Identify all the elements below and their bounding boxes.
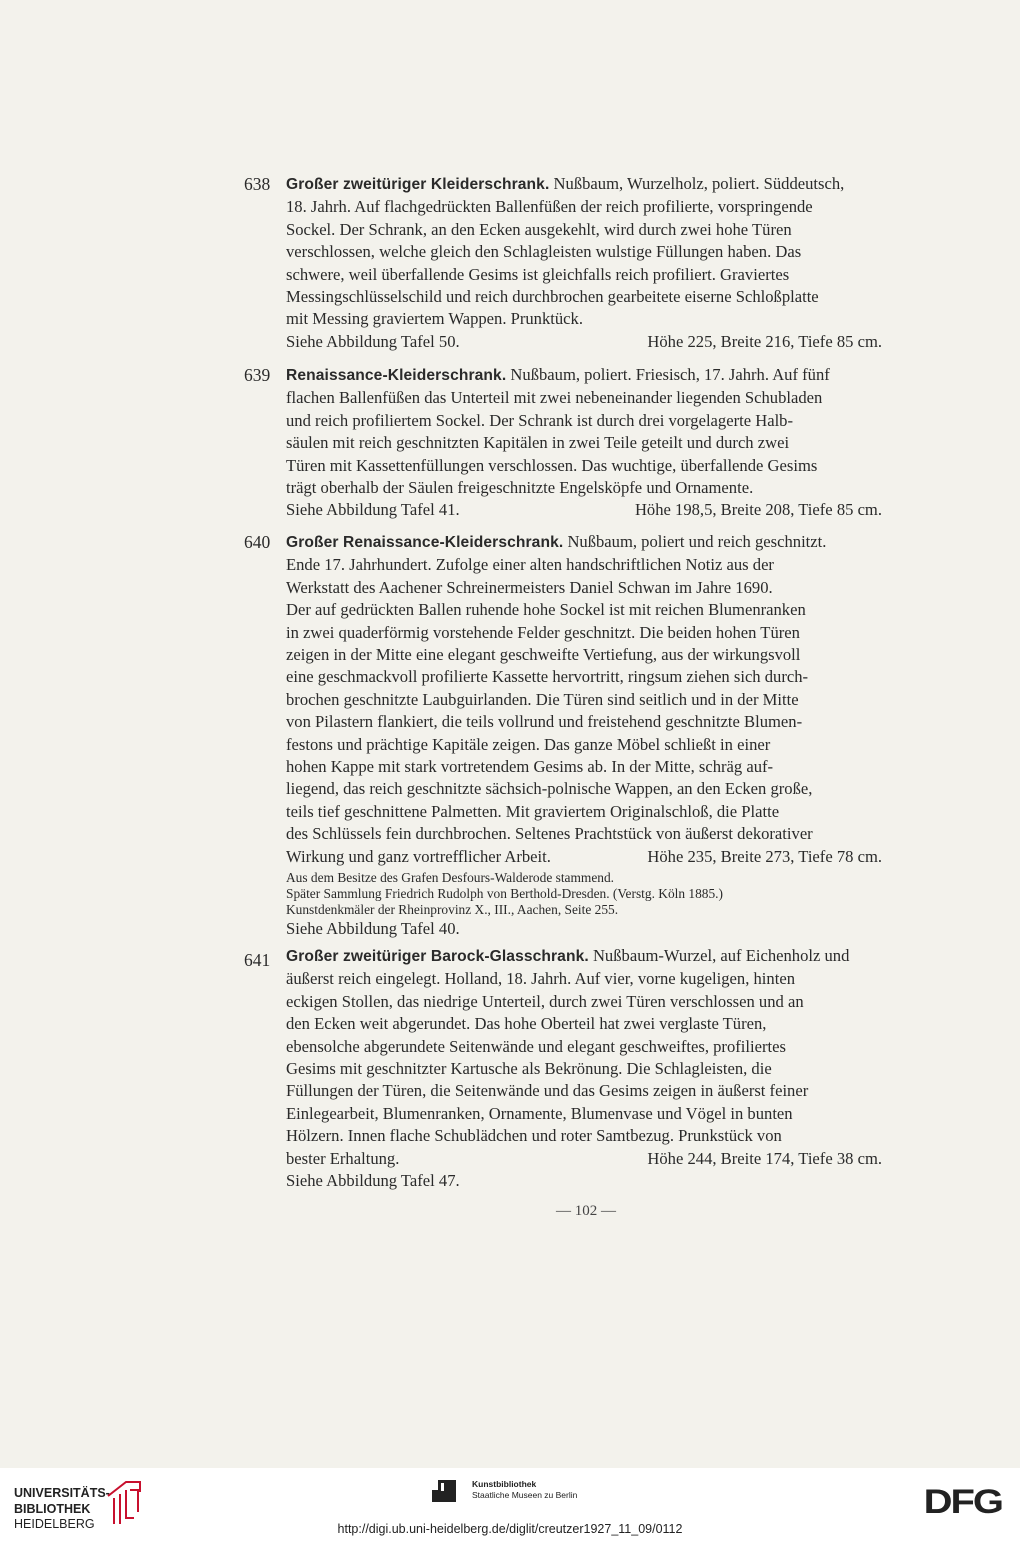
entry-line: Türen mit Kassettenfüllungen verschlossen. Das wuchtige, überfallende Gesims [286, 455, 818, 475]
entry-line: eckigen Stollen, das niedrige Unterteil, durch zwei Türen verschlossen und an [286, 991, 804, 1011]
entry-line: verschlossen, welche gleich den Schlagleisten wulstige Füllungen haben. Das [286, 242, 802, 262]
entry-number: 638 [244, 174, 271, 194]
entry-line: eine geschmackvoll profilierte Kassette hervortritt, ringsum ziehen sich durch- [286, 667, 809, 687]
catalog-entry-640 [244, 531, 894, 941]
entry-line: mit Messing graviertem Wappen. Prunktück. [286, 309, 583, 329]
entry-line: Werkstatt des Aachener Schreinermeisters Daniel Schwan im Jahre 1690. [286, 577, 773, 597]
entry-line: Nußbaum, poliert. Friesisch, 17. Jahrh. Auf fünf [510, 365, 830, 384]
entry-line: 18. Jahrh. Auf flachgedrückten Ballenfüßen der reich profilierte, vorspringende [286, 197, 813, 217]
catalog-entry-639 [244, 364, 894, 522]
dimensions: Höhe 225, Breite 216, Tiefe 85 cm. [647, 331, 882, 351]
viewer-footer [0, 1468, 1020, 1542]
kunstbibliothek-icon [432, 1478, 458, 1504]
entry-number: 640 [244, 532, 271, 552]
entry-line: in zwei quaderförmig vorstehende Felder geschnitzt. Die beiden hohen Türen [286, 622, 800, 642]
entry-line: Nußbaum-Wurzel, auf Eichenholz und [592, 946, 850, 965]
dimensions: Höhe 198,5, Breite 208, Tiefe 85 cm. [634, 500, 882, 520]
entry-line: brochen geschnitzte Laubguirlanden. Die Türen sind seitlich und in der Mitte [286, 689, 799, 709]
entry-title: Renaissance-Kleiderschrank. [286, 367, 507, 384]
entry-line: Nußbaum, poliert und reich geschnitzt. [567, 532, 827, 551]
entry-title: Großer Renaissance-Kleiderschrank. [286, 534, 564, 551]
see-plate: Siehe Abbildung Tafel 50. [286, 331, 460, 351]
provenance-note: Aus dem Besitze des Grafen Desfours-Walderode stammend. [286, 870, 615, 886]
entry-line: festons und prächtige Kapitäle zeigen. Das ganze Möbel schließt in einer [286, 734, 771, 754]
museum-name: Staatliche Museen zu Berlin [472, 1490, 578, 1500]
entry-line: säulen mit reich geschnitzten Kapitälen in zwei Teile geteilt und durch zwei [286, 433, 790, 453]
entry-title: Großer zweitüriger Kleiderschrank. [286, 176, 550, 193]
library-name-line: BIBLIOTHEK [14, 1501, 91, 1516]
entry-line: hohen Kappe mit stark vortretendem Gesims ab. In der Mitte, schräg auf- [286, 757, 774, 777]
entry-line: zeigen in der Mitte eine elegant geschweifte Vertiefung, aus der wirkungsvoll [286, 645, 801, 665]
entry-line: Hölzern. Innen flache Schublädchen und roter Samtbezug. Prunkstück von [286, 1126, 782, 1146]
library-emblem-icon [104, 1478, 144, 1528]
entry-line: trägt oberhalb der Säulen freigeschnitzte Engelsköpfe und Ornamente. [286, 478, 754, 498]
entry-line: schwere, weil überfallende Gesims ist gleichfalls reich profiliert. Graviertes [286, 264, 790, 284]
entry-line: bester Erhaltung. [286, 1148, 400, 1168]
entry-number: 641 [244, 950, 271, 970]
dimensions: Höhe 235, Breite 273, Tiefe 78 cm. [647, 846, 882, 866]
dfg-logo[interactable]: DFG [923, 1483, 1002, 1521]
entry-line: Gesims mit geschnitzter Kartusche als Bekrönung. Die Schlagleisten, die [286, 1059, 772, 1079]
entry-line: Ende 17. Jahrhundert. Zufolge einer alten handschriftlichen Notiz aus der [286, 555, 774, 575]
see-plate: Siehe Abbildung Tafel 47. [286, 1171, 460, 1191]
library-name-line: UNIVERSITÄTS- [14, 1486, 110, 1500]
entry-line: den Ecken weit abgerundet. Das hohe Oberteil hat zwei verglaste Türen, [286, 1014, 767, 1034]
kunstbibliothek-label[interactable] [472, 1479, 577, 1501]
entry-line: und reich profiliertem Sockel. Der Schrank ist durch drei vorgelagerte Halb- [286, 410, 794, 430]
kunstbibliothek-name: Kunstbibliothek [472, 1479, 537, 1489]
entry-title: Großer zweitüriger Barock-Glasschrank. [286, 948, 589, 965]
library-city: HEIDELBERG [14, 1517, 95, 1531]
entry-line: Einlegearbeit, Blumenranken, Ornamente, Blumenvase und Vögel in bunten [286, 1103, 793, 1123]
see-plate: Siehe Abbildung Tafel 41. [286, 500, 460, 520]
entry-line: äußerst reich eingelegt. Holland, 18. Jahrh. Auf vier, vorne kugeligen, hinten [286, 969, 795, 989]
entry-line: Sockel. Der Schrank, an den Ecken ausgekehlt, wird durch zwei hohe Türen [286, 219, 792, 239]
entry-line: liegend, das reich geschnitzte sächsich-polnische Wappen, an den Ecken große, [286, 779, 813, 799]
dimensions: Höhe 244, Breite 174, Tiefe 38 cm. [647, 1148, 882, 1168]
entry-line: von Pilastern flankiert, die teils vollrund und freistehend geschnitzte Blumen- [286, 712, 803, 732]
catalog-entry-641 [244, 945, 894, 1192]
entry-line: des Schlüssels fein durchbrochen. Seltenes Prachtstück von äußerst dekorativer [286, 824, 813, 844]
entry-line: flachen Ballenfüßen das Unterteil mit zwei nebeneinander liegenden Schubladen [286, 388, 823, 408]
entry-line: Füllungen der Türen, die Seitenwände und das Gesims zeigen in äußerst feiner [286, 1081, 809, 1101]
entry-line: ebensolche abgerundete Seitenwände und elegant geschweiftes, profiliertes [286, 1036, 786, 1056]
page-number: — 102 — [556, 1203, 616, 1219]
provenance-note: Kunstdenkmäler der Rheinprovinz X., III., Aachen, Seite 255. [286, 902, 619, 918]
provenance-note: Später Sammlung Friedrich Rudolph von Berthold-Dresden. (Verstg. Köln 1885.) [286, 886, 723, 902]
entry-line: teils tief geschnittene Palmetten. Mit graviertem Originalschloß, die Platte [286, 801, 780, 821]
entry-line: Der auf gedrückten Ballen ruhende hohe Sockel ist mit reichen Blumenranken [286, 600, 806, 620]
entry-line: Messingschlüsselschild und reich durchbrochen gearbeitete eiserne Schloßplatte [286, 287, 819, 307]
entry-line: Nußbaum, Wurzelholz, poliert. Süddeutsch, [553, 174, 845, 193]
catalog-entry-638 [244, 173, 894, 353]
permalink-url[interactable]: http://digi.ub.uni-heidelberg.de/diglit/creutzer1927_11_09/0112 [337, 1522, 683, 1536]
entry-number: 639 [244, 365, 271, 385]
see-plate: Siehe Abbildung Tafel 40. [286, 919, 460, 939]
entry-line: Wirkung und ganz vortrefflicher Arbeit. [286, 846, 551, 866]
